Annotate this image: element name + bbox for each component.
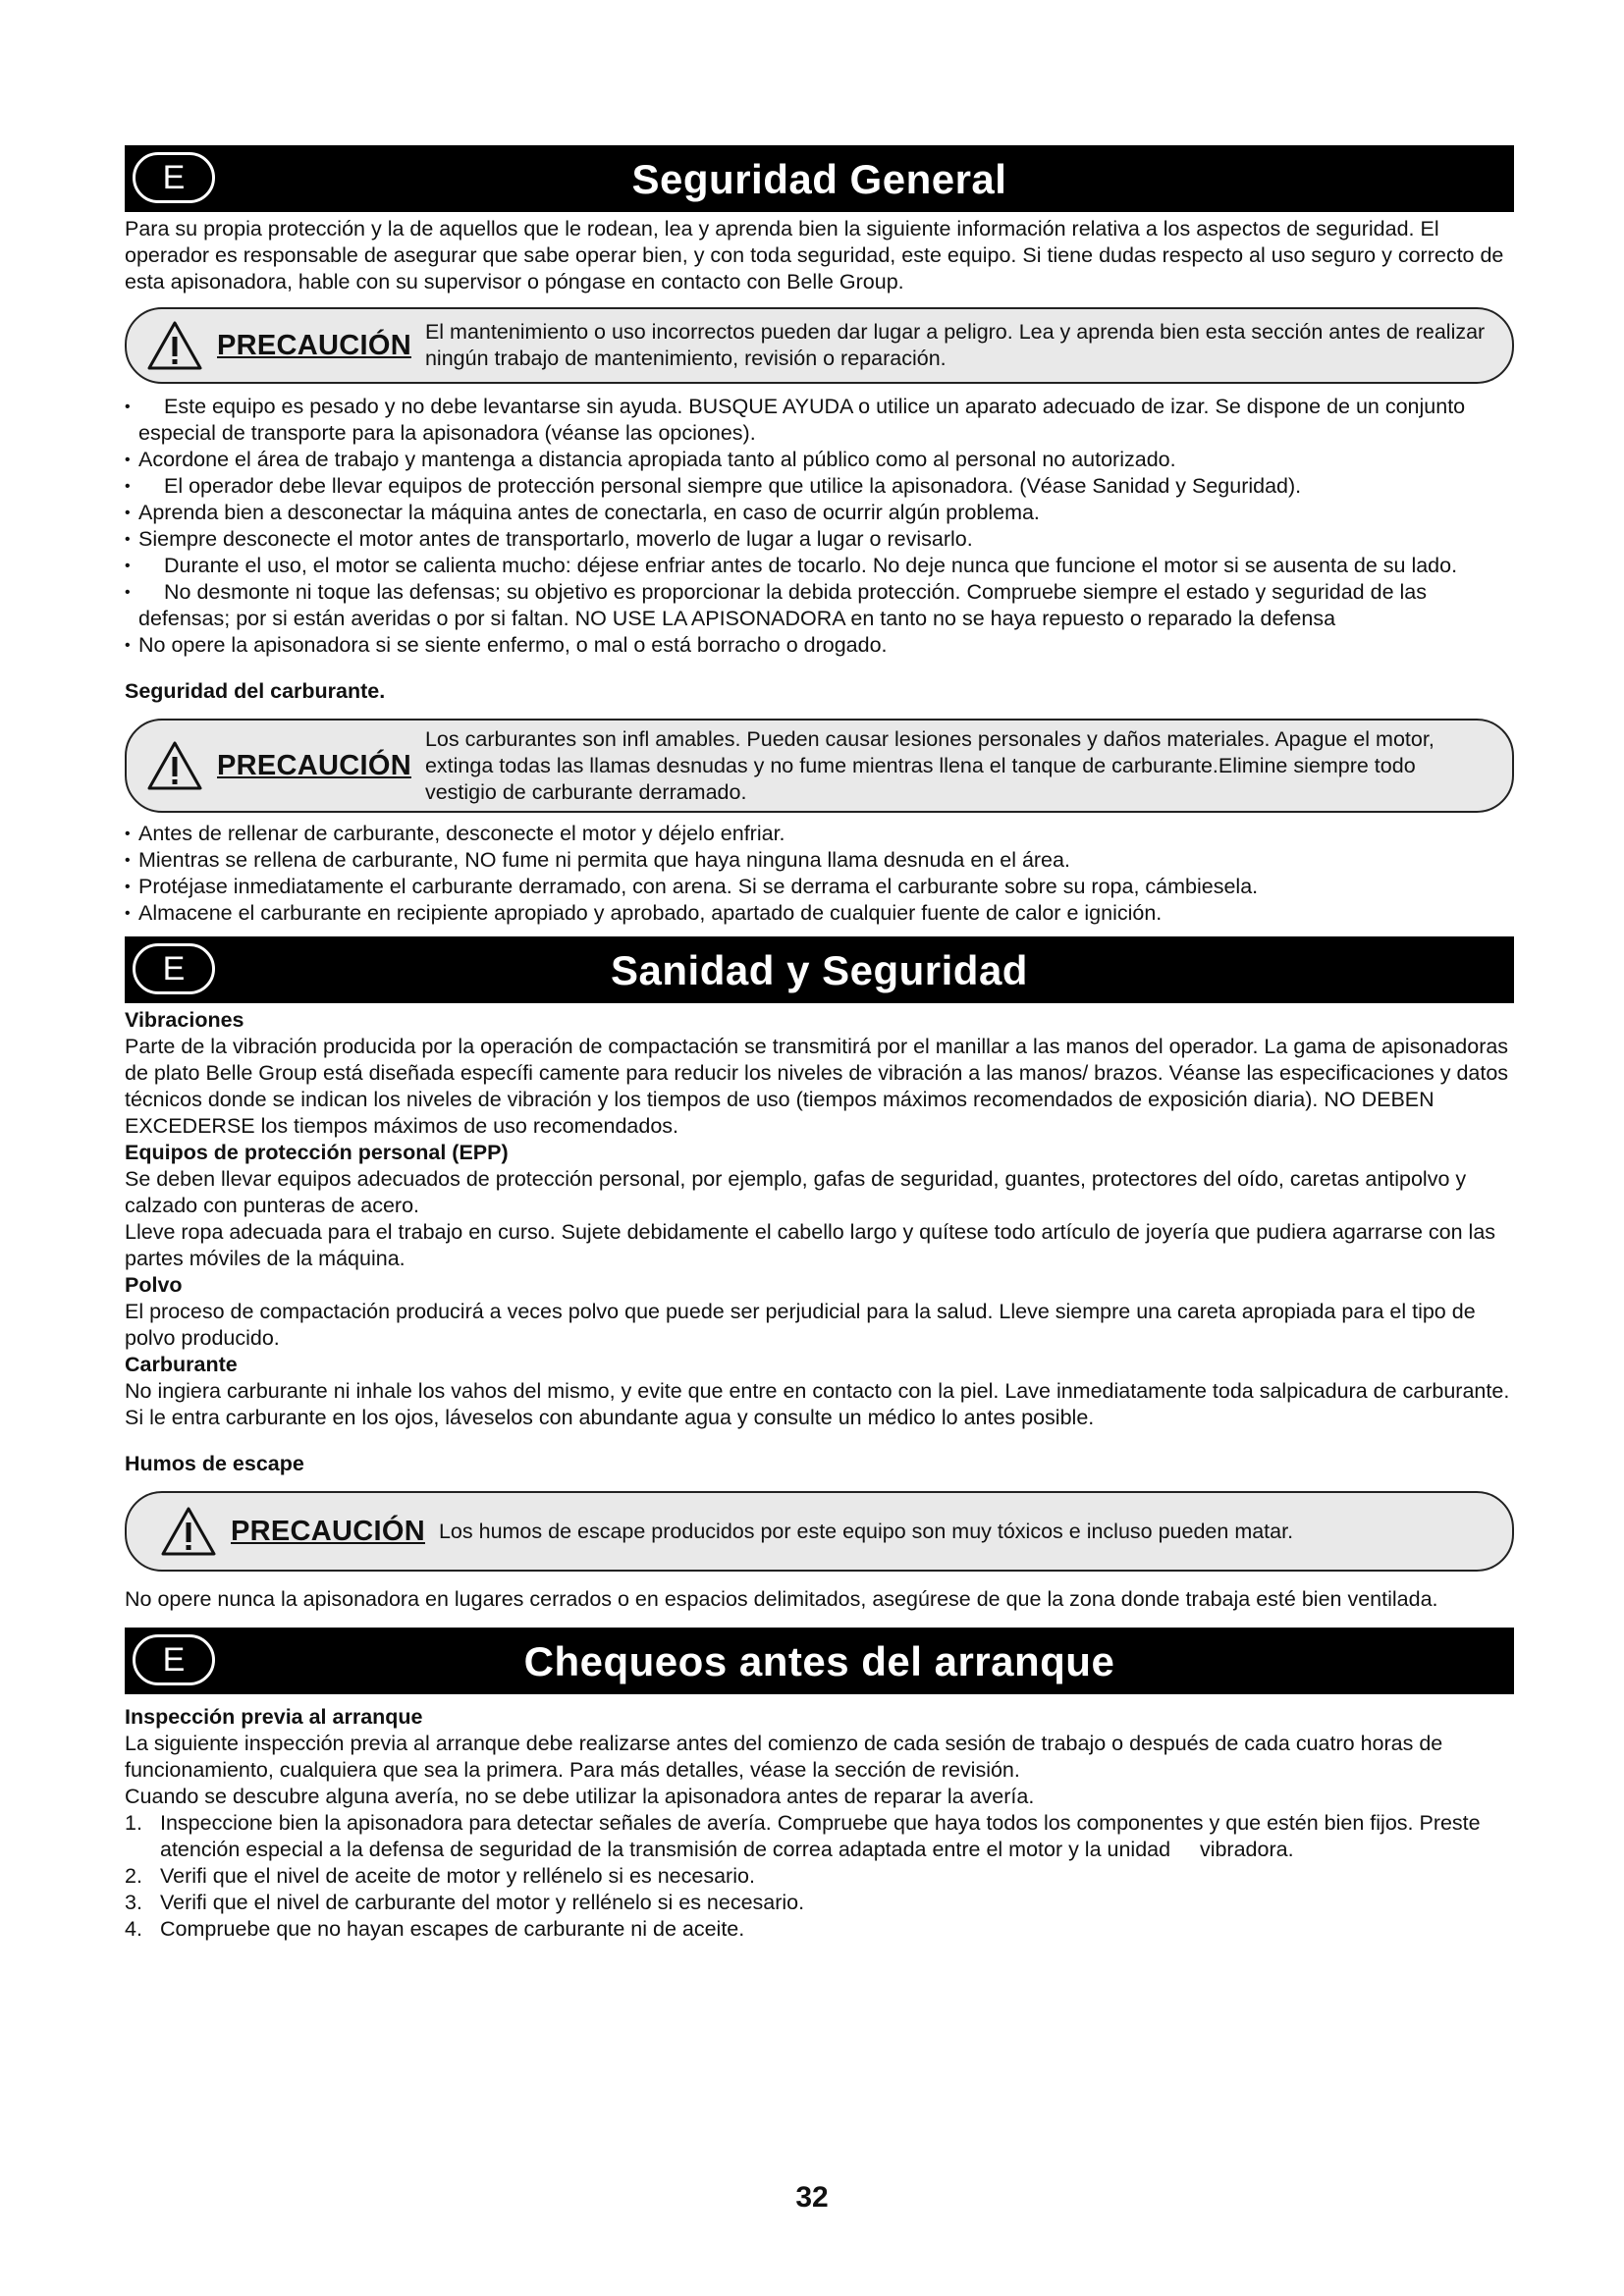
list-item: 1. Inspeccione bien la apisonadora para detectar señales de avería. Compruebe que haya todos los componentes y que estén bien fijos. Preste atención especial a la defensa de seguridad de la transmisión de correa adaptada entre el motor y la unidad vibradora. [125,1811,1487,1861]
caution-box-exhaust [125,1491,1514,1572]
caution-box-maintenance [125,307,1514,384]
warning-triangle-icon [146,320,203,371]
section-header-chequeos [125,1628,1514,1694]
prestart-heading: Inspección previa al arranque [125,1705,423,1729]
list-item: • Aprenda bien a desconectar la máquina antes de conectarla, en caso de ocurrir algún problema. [125,500,1514,526]
fuel-heading: Carburante [125,1353,238,1376]
list-item: • Almacene el carburante en recipiente apropiado y aprobado, apartado de cualquier fuente de calor e ignición. [125,900,1514,927]
section-header-seguridad-general [125,145,1514,212]
list-item: • Protéjase inmediatamente el carburante derramado, con arena. Si se derrama el carburante sobre su ropa, cámbiesela. [125,874,1514,900]
section-header-sanidad-seguridad [125,936,1514,1003]
list-item: • Acordone el área de trabajo y mantenga a distancia apropiada tanto al público como al personal no autorizado. [125,447,1514,473]
caution-text: Los carburantes son infl amables. Pueden causar lesiones personales y daños materiales. Apague el motor, extinga todas las llamas desnudas y no fume mientras llena el tanque de carburante.Elimine siempre todo vestigio de carburante derramado. [424,726,1435,804]
vibration-heading: Vibraciones [125,1008,244,1032]
exhaust-heading: Humos de escape [125,1452,304,1475]
fuel-safety-list [125,821,1514,927]
page-number: 32 [795,2181,829,2214]
section-title: Sanidad y Seguridad [611,946,1028,993]
prestart-text: La siguiente inspección previa al arranque debe realizarse antes del comienzo de cada sesión de trabajo o después de cada cuatro horas de funcionamiento, cualquiera que sea la primera. Para más detalles, véase la sección de revisión. [125,1732,1443,1782]
general-safety-list [125,394,1514,659]
section-title: Chequeos antes del arranque [523,1637,1115,1684]
caution-text: Los humos de escape producidos por este equipo son muy tóxicos e incluso pueden matar. [438,1519,1294,1543]
list-item: • No opere la apisonadora si se siente enfermo, o mal o está borracho o drogado. [125,632,1514,659]
caution-label: PRECAUCIÓN [231,1515,425,1547]
vibration-text: Parte de la vibración producida por la operación de compactación se transmitirá por el manillar a las manos del operador. La gama de apisonadoras de plato Belle Group está diseñada específi camente para reducir los niveles de vibración a las manos/ brazos. Véanse las especificaciones y datos técnicos donde se indican los niveles de vibración y los tiempos de uso (tiempos máximos recomendados de exposición diaria). NO DEBEN EXCEDERSE los tiempos máximos de uso recomendados. [125,1035,1509,1138]
list-item: • Durante el uso, el motor se calienta mucho: déjese enfriar antes de tocarlo. No deje nunca que funcione el motor si se ausenta de su lado. [125,553,1514,579]
fuel-text: No ingiera carburante ni inhale los vahos del mismo, y evite que entre en contacto con la piel. Lave inmediatamente toda salpicadura de carburante. Si le entra carburante en los ojos, láveselos con abundante agua y consulte un médico lo antes posible. [125,1379,1510,1429]
language-badge: E [133,152,215,203]
caution-text: El mantenimiento o uso incorrectos pueden dar lugar a peligro. Lea y aprenda bien esta sección antes de realizar ningún trabajo de mantenimiento, revisión o reparación. [424,320,1486,370]
list-item: • Antes de rellenar de carburante, desconecte el motor y déjelo enfriar. [125,821,1514,847]
caution-label: PRECAUCIÓN [217,329,411,361]
list-item: 3. Verifi que el nivel de carburante del motor y rellénelo si es necesario. [125,1891,805,1914]
list-item: • Siempre desconecte el motor antes de transportarlo, moverlo de lugar a lugar o revisarlo. [125,526,1514,553]
list-item: 4. Compruebe que no hayan escapes de carburante ni de aceite. [125,1917,745,1941]
exhaust-text: No opere nunca la apisonadora en lugares cerrados o en espacios delimitados, asegúrese de que la zona donde trabaja esté bien ventilada. [125,1587,1438,1611]
prestart-fault-text: Cuando se descubre alguna avería, no se debe utilizar la apisonadora antes de reparar la avería. [125,1785,1035,1808]
prestart-checklist [125,1810,1514,1943]
dust-text: El proceso de compactación producirá a veces polvo que puede ser perjudicial para la salud. Lleve siempre una careta apropiada para el tipo de polvo producido. [125,1300,1476,1350]
list-item: • No desmonte ni toque las defensas; su objetivo es proporcionar la debida protección. Compruebe siempre el estado y seguridad de las defensas; por si están averidas o por si faltan. NO USE LA APISONADORA en tanto no se haya repuesto o reparado la defensa [125,579,1514,632]
list-item: • Este equipo es pesado y no debe levantarse sin ayuda. BUSQUE AYUDA o utilice un aparato adecuado de izar. Se dispone de un conjunto especial de transporte para la apisonadora (véanse las opciones). [125,394,1514,447]
language-badge: E [133,943,215,994]
ppe-text: Se deben llevar equipos adecuados de protección personal, por ejemplo, gafas de seguridad, guantes, protectores del oído, caretas antipolvo y calzado con punteras de acero. [125,1167,1467,1217]
list-item: 2. Verifi que el nivel de aceite de motor y rellénelo si es necesario. [125,1864,755,1888]
caution-box-fuel [125,719,1514,813]
general-intro: Para su propia protección y la de aquellos que le rodean, lea y aprenda bien la siguiente información relativa a los aspectos de seguridad. El operador es responsable de asegurar que sabe operar bien, y con toda seguridad, este equipo. Si tiene dudas respecto al uso seguro y correcto de esta apisonadora, hable con su supervisor o póngase en contacto con Belle Group. [125,217,1504,294]
section-title: Seguridad General [631,155,1007,202]
list-item: • El operador debe llevar equipos de protección personal siempre que utilice la apisonadora. (Véase Sanidad y Seguridad). [125,473,1514,500]
fuel-safety-heading: Seguridad del carburante. [125,679,386,703]
ppe-heading: Equipos de protección personal (EPP) [125,1141,509,1164]
caution-label: PRECAUCIÓN [217,749,411,781]
dust-heading: Polvo [125,1273,183,1297]
language-badge: E [133,1634,215,1685]
list-item: • Mientras se rellena de carburante, NO fume ni permita que haya ninguna llama desnuda en el área. [125,847,1514,874]
warning-triangle-icon [160,1506,217,1557]
ppe-clothing-text: Lleve ropa adecuada para el trabajo en curso. Sujete debidamente el cabello largo y quítese todo artículo de joyería que pudiera agarrarse con las partes móviles de la máquina. [125,1220,1496,1270]
warning-triangle-icon [146,740,203,791]
